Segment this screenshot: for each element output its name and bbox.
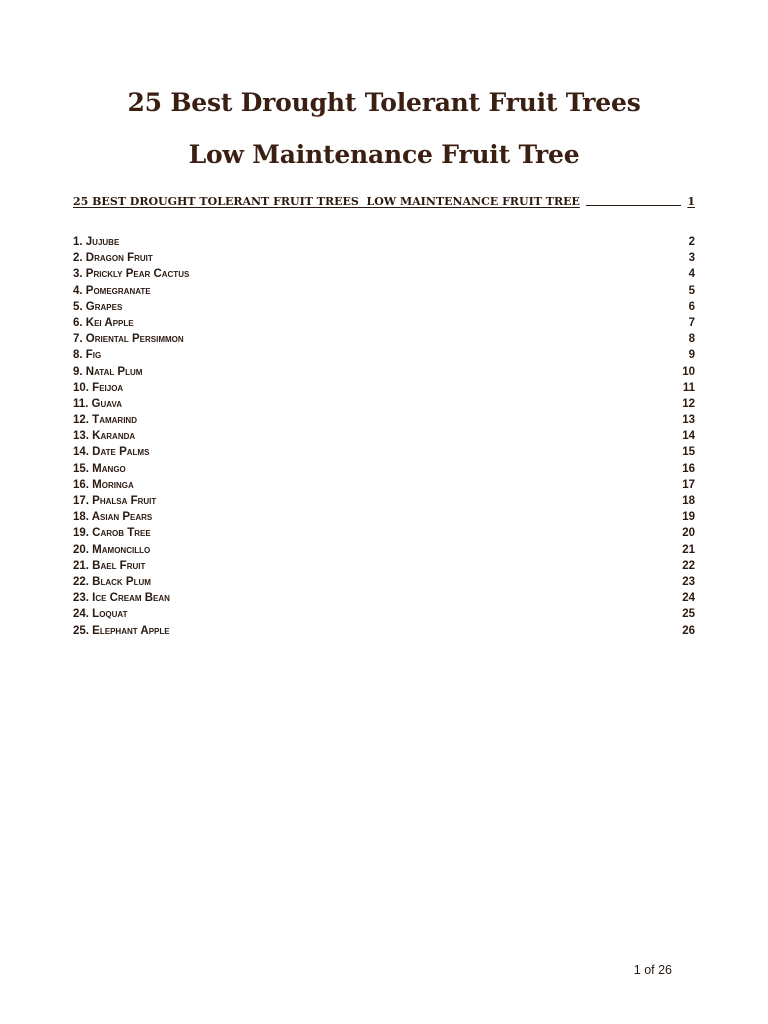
toc-entry-label: 10. Feijoa <box>73 381 124 394</box>
toc-entry[interactable] <box>73 299 695 315</box>
toc-entry-label: 6. Kei Apple <box>73 316 134 329</box>
toc-entry[interactable] <box>73 266 695 282</box>
toc-entry-label: 17. Phalsa Fruit <box>73 495 157 507</box>
toc-entry-page: 8 <box>688 333 695 346</box>
toc-entry[interactable] <box>73 623 695 639</box>
toc-entry-label: 12. Tamarind <box>73 414 137 427</box>
toc-entry[interactable] <box>73 380 695 396</box>
toc-entry-label: 2. Dragon Fruit <box>73 252 153 265</box>
toc-entry-label: 16. Moringa <box>73 478 134 491</box>
toc-entry-label: 14. Date Palms <box>73 446 150 459</box>
toc-entry-page: 11 <box>682 381 695 394</box>
toc-entry[interactable] <box>73 331 695 347</box>
toc-entry-page: 9 <box>688 349 695 362</box>
page-number: 1 of 26 <box>633 963 672 977</box>
toc-entry-label: 3. Prickly Pear Cactus <box>73 268 190 281</box>
toc-entry-label: 24. Loquat <box>73 608 128 621</box>
toc-main-page: 1 <box>687 195 695 208</box>
toc-entry-page: 21 <box>682 543 695 556</box>
toc-entry-label: 20. Mamoncillo <box>73 543 151 556</box>
toc-entry-page: 23 <box>682 575 695 588</box>
toc-entry[interactable] <box>73 461 695 477</box>
toc-entry[interactable] <box>73 364 695 380</box>
toc-entry-page: 2 <box>688 236 695 248</box>
toc-entry[interactable] <box>73 250 695 266</box>
toc-entry-page: 22 <box>682 559 695 572</box>
toc-entry[interactable] <box>73 574 695 590</box>
toc-entry[interactable] <box>73 493 695 509</box>
toc-entry-label: 1. Jujube <box>73 236 120 248</box>
toc-entry[interactable] <box>73 234 695 250</box>
toc-entry-label: 18. Asian Pears <box>73 511 153 524</box>
toc-entry[interactable] <box>73 509 695 525</box>
toc-entry-page: 13 <box>682 414 695 427</box>
toc-entry-page: 4 <box>688 268 695 281</box>
toc-entry-label: 13. Karanda <box>73 430 136 443</box>
toc-entry-label: 4. Pomegranate <box>73 284 151 297</box>
document-subtitle: Low Maintenance Fruit Tree <box>188 140 580 169</box>
toc-entry-label: 11. Guava <box>73 397 122 410</box>
toc-entry[interactable] <box>73 590 695 606</box>
toc-entry-page: 7 <box>688 316 695 329</box>
table-of-contents <box>73 234 695 639</box>
toc-entry-label: 21. Bael Fruit <box>73 559 146 572</box>
toc-entry[interactable] <box>73 558 695 574</box>
toc-entry-label: 22. Black Plum <box>73 575 151 588</box>
toc-entry[interactable] <box>73 347 695 363</box>
toc-entry-label: 23. Ice Cream Bean <box>73 592 170 605</box>
toc-entry-page: 5 <box>688 284 695 297</box>
toc-entry-label: 15. Mango <box>73 462 126 475</box>
toc-entry[interactable] <box>73 542 695 558</box>
toc-entry-label: 8. Fig <box>73 349 102 362</box>
toc-entry-page: 20 <box>682 527 695 540</box>
toc-entry[interactable] <box>73 412 695 428</box>
toc-entry-label: 19. Carob Tree <box>73 527 151 540</box>
toc-entry-page: 15 <box>682 446 695 459</box>
toc-entry[interactable] <box>73 428 695 444</box>
toc-entry-label: 9. Natal Plum <box>73 365 143 378</box>
toc-entry-page: 16 <box>682 462 695 475</box>
toc-entry-label: 25. Elephant Apple <box>73 624 170 637</box>
toc-main-entry[interactable] <box>73 195 695 208</box>
toc-entry-page: 14 <box>682 430 695 443</box>
toc-entry[interactable] <box>73 283 695 299</box>
toc-entry[interactable] <box>73 525 695 541</box>
toc-entry-page: 12 <box>682 397 695 410</box>
toc-entry-page: 24 <box>682 592 695 605</box>
toc-leader-line <box>586 205 681 206</box>
toc-entry-label: 7. Oriental Persimmon <box>73 333 184 346</box>
toc-entry-page: 19 <box>682 511 695 524</box>
toc-entry-label: 5. Grapes <box>73 300 123 313</box>
toc-main-label: 25 BEST DROUGHT TOLERANT FRUIT TREES LOW MAINTENANCE FRUIT TREE <box>73 195 580 208</box>
toc-entry-page: 17 <box>682 478 695 491</box>
toc-entry[interactable] <box>73 396 695 412</box>
toc-entry-page: 18 <box>682 495 695 507</box>
toc-entry[interactable] <box>73 477 695 493</box>
toc-entry-page: 26 <box>682 624 695 637</box>
toc-entry[interactable] <box>73 606 695 622</box>
toc-entry-page: 6 <box>688 300 695 313</box>
toc-entry-page: 25 <box>682 608 695 621</box>
document-title: 25 Best Drought Tolerant Fruit Trees <box>127 88 641 117</box>
toc-entry[interactable] <box>73 315 695 331</box>
toc-entry[interactable] <box>73 444 695 460</box>
toc-entry-page: 3 <box>688 252 695 265</box>
toc-entry-page: 10 <box>682 365 695 378</box>
